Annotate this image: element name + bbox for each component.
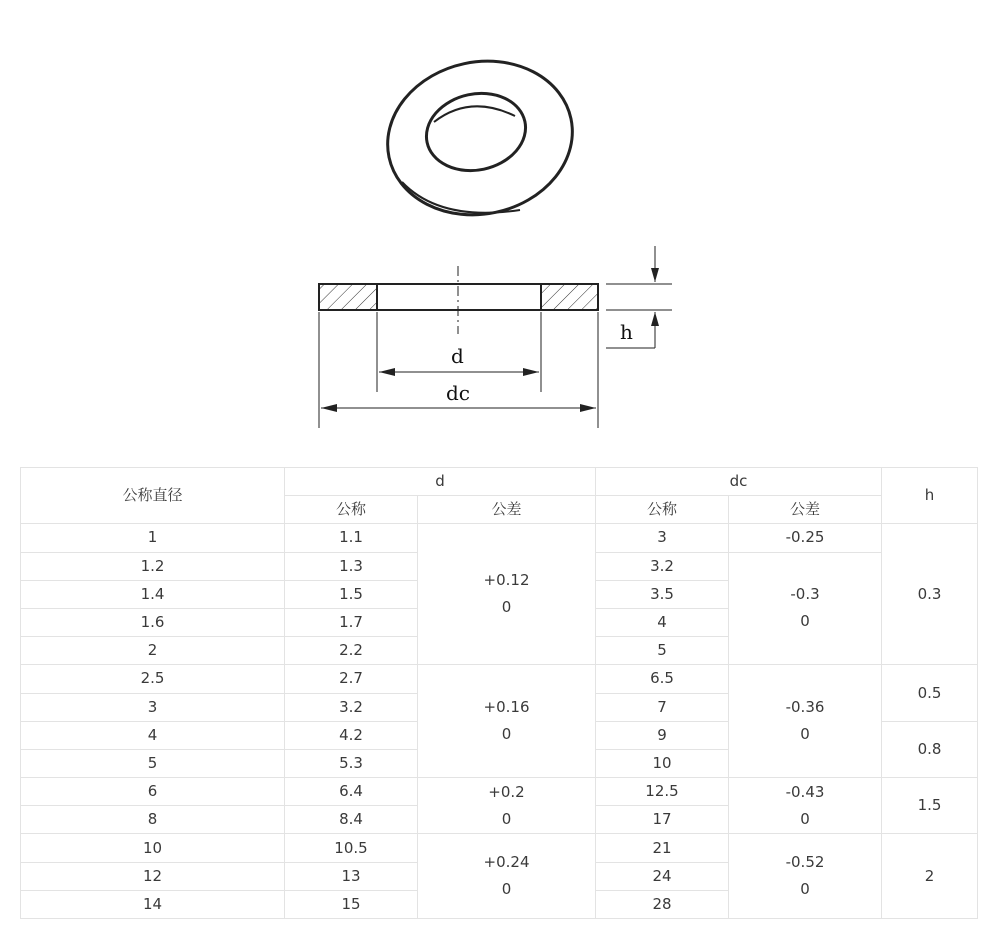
- washer-isometric-view: [373, 44, 587, 231]
- nominal-diameter-cell: 1.6: [21, 608, 285, 636]
- header-nominal-diameter: 公称直径: [21, 468, 285, 524]
- nominal-diameter-cell: 10: [21, 834, 285, 862]
- d-nominal-cell: 8.4: [285, 806, 418, 834]
- nominal-diameter-cell: 2.5: [21, 665, 285, 693]
- dc-tolerance-upper: -0.43: [785, 782, 825, 801]
- washer-spec-table: [20, 467, 978, 919]
- dc-tolerance-cell: [729, 778, 882, 834]
- dc-tolerance-upper: -0.3: [790, 585, 820, 604]
- dc-nominal-cell: 10: [596, 749, 729, 777]
- nominal-diameter-cell: 14: [21, 890, 285, 918]
- nominal-diameter-cell: 5: [21, 749, 285, 777]
- washer-drawing: [0, 0, 1000, 460]
- d-tolerance-cell: [418, 524, 596, 665]
- d-tolerance-upper: +0.12: [483, 571, 530, 590]
- d-tolerance-upper: +0.24: [483, 853, 530, 872]
- header-dc-tolerance: 公差: [729, 496, 882, 524]
- dc-nominal-cell: 24: [596, 862, 729, 890]
- header-dc-nominal: 公称: [596, 496, 729, 524]
- header-d: d: [285, 468, 596, 496]
- dc-nominal-cell: 6.5: [596, 665, 729, 693]
- d-tolerance-lower: 0: [501, 598, 512, 617]
- dimension-h: [606, 246, 672, 348]
- dc-tolerance-lower: 0: [800, 725, 810, 744]
- d-nominal-cell: 4.2: [285, 721, 418, 749]
- dc-nominal-cell: 5: [596, 637, 729, 665]
- label-h: h: [620, 320, 633, 344]
- dc-nominal-cell: 21: [596, 834, 729, 862]
- header-h: h: [882, 468, 978, 524]
- d-nominal-cell: 2.2: [285, 637, 418, 665]
- dc-tolerance-lower: 0: [800, 880, 810, 899]
- dc-tolerance-cell: -0.25: [729, 524, 882, 552]
- dc-nominal-cell: 28: [596, 890, 729, 918]
- d-tolerance-lower: 0: [501, 880, 512, 899]
- h-cell: 0.3: [882, 524, 978, 665]
- dc-tolerance-cell: [729, 834, 882, 919]
- dc-tolerance-cell: [729, 552, 882, 665]
- dc-nominal-cell: 17: [596, 806, 729, 834]
- h-cell: 0.5: [882, 665, 978, 721]
- h-cell: 0.8: [882, 721, 978, 777]
- d-tolerance-lower: 0: [501, 725, 512, 744]
- d-tolerance-cell: [418, 778, 596, 834]
- nominal-diameter-cell: 3: [21, 693, 285, 721]
- table-row: [21, 665, 978, 693]
- h-cell: 1.5: [882, 778, 978, 834]
- d-nominal-cell: 1.3: [285, 552, 418, 580]
- label-dc: dc: [446, 381, 471, 405]
- d-nominal-cell: 1.7: [285, 608, 418, 636]
- nominal-diameter-cell: 6: [21, 778, 285, 806]
- dc-tolerance-lower: 0: [800, 809, 810, 828]
- d-nominal-cell: 1.5: [285, 580, 418, 608]
- d-tolerance-upper: +0.2: [488, 782, 525, 801]
- nominal-diameter-cell: 8: [21, 806, 285, 834]
- dc-nominal-cell: 9: [596, 721, 729, 749]
- d-nominal-cell: 2.7: [285, 665, 418, 693]
- d-nominal-cell: 15: [285, 890, 418, 918]
- nominal-diameter-cell: 1: [21, 524, 285, 552]
- table-row: [21, 778, 978, 806]
- h-cell: 2: [882, 834, 978, 919]
- d-nominal-cell: 13: [285, 862, 418, 890]
- dc-tolerance-upper: -0.36: [785, 698, 825, 717]
- d-tolerance-upper: +0.16: [483, 698, 530, 717]
- header-d-nominal: 公称: [285, 496, 418, 524]
- nominal-diameter-cell: 12: [21, 862, 285, 890]
- header-dc: dc: [596, 468, 882, 496]
- nominal-diameter-cell: 1.4: [21, 580, 285, 608]
- dc-nominal-cell: 12.5: [596, 778, 729, 806]
- dc-nominal-cell: 7: [596, 693, 729, 721]
- table-header-row: [21, 468, 978, 496]
- nominal-diameter-cell: 2: [21, 637, 285, 665]
- d-nominal-cell: 6.4: [285, 778, 418, 806]
- dc-nominal-cell: 3.5: [596, 580, 729, 608]
- washer-section-view: [319, 266, 598, 334]
- dc-nominal-cell: 3: [596, 524, 729, 552]
- table-row: [21, 524, 978, 552]
- dc-tolerance-lower: 0: [800, 612, 810, 631]
- label-d: d: [451, 344, 464, 368]
- d-nominal-cell: 5.3: [285, 749, 418, 777]
- d-nominal-cell: 3.2: [285, 693, 418, 721]
- dc-tolerance-upper: -0.52: [785, 853, 825, 872]
- d-tolerance-cell: [418, 834, 596, 919]
- dc-tolerance-cell: [729, 665, 882, 778]
- d-nominal-cell: 10.5: [285, 834, 418, 862]
- d-tolerance-lower: 0: [501, 809, 512, 828]
- dc-nominal-cell: 3.2: [596, 552, 729, 580]
- table-row: [21, 834, 978, 862]
- d-nominal-cell: 1.1: [285, 524, 418, 552]
- nominal-diameter-cell: 4: [21, 721, 285, 749]
- dc-nominal-cell: 4: [596, 608, 729, 636]
- d-tolerance-cell: [418, 665, 596, 778]
- header-d-tolerance: 公差: [418, 496, 596, 524]
- nominal-diameter-cell: 1.2: [21, 552, 285, 580]
